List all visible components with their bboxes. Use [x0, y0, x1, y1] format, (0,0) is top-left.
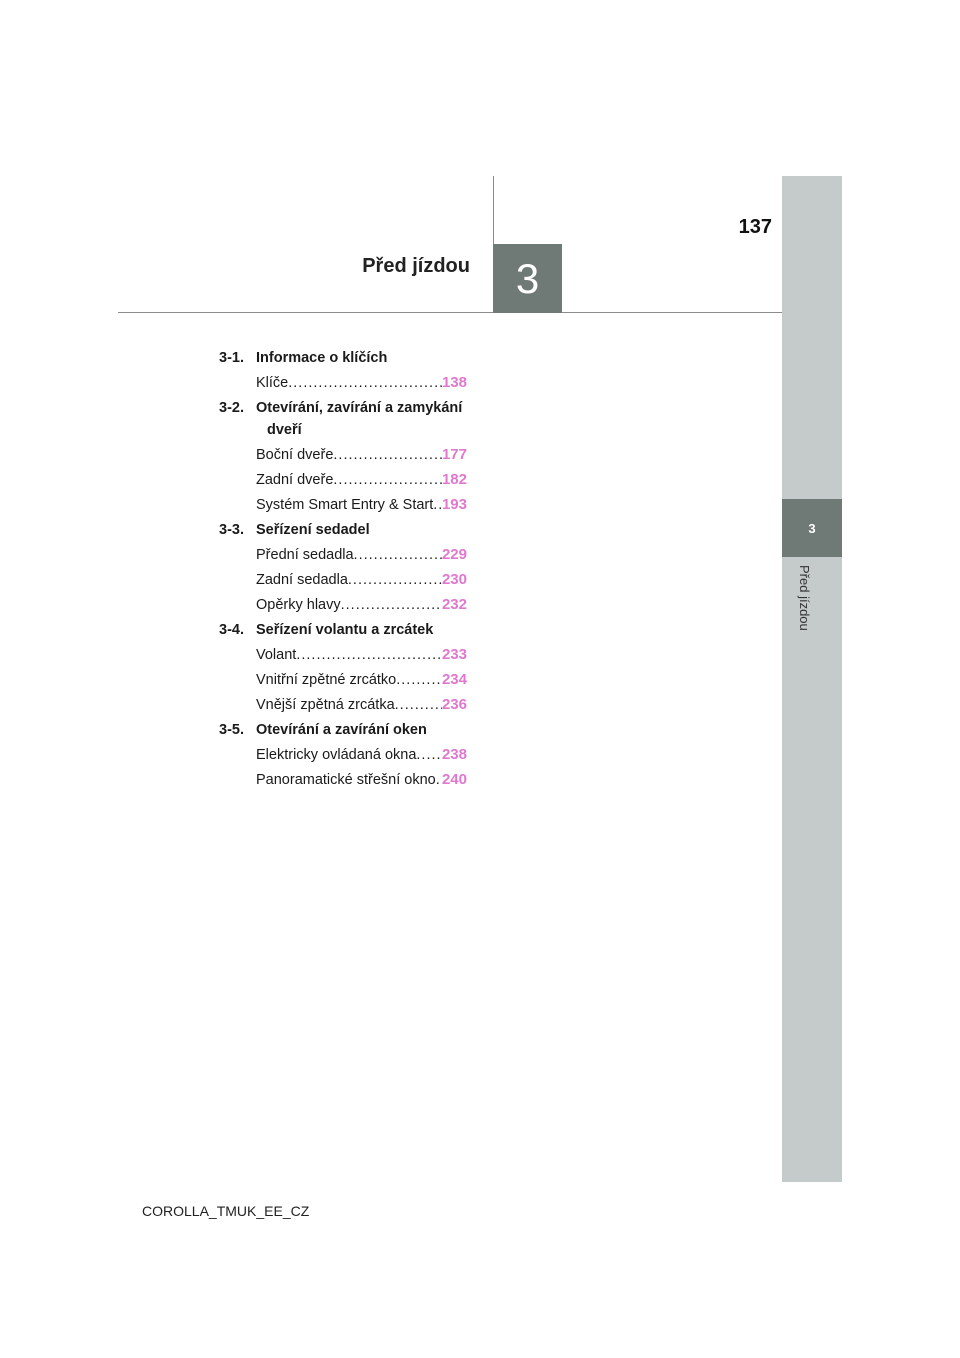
entry-title: Panoramatické střešní okno — [256, 772, 436, 788]
header-divider-vertical — [493, 176, 494, 244]
toc-entry[interactable] — [256, 669, 467, 691]
toc-entry[interactable] — [256, 694, 467, 716]
toc-entry[interactable] — [256, 644, 467, 666]
section-number: 3-4. — [219, 622, 244, 638]
entry-page-link[interactable]: 236 — [441, 696, 467, 713]
entry-title: Boční dveře — [256, 447, 334, 463]
section-number: 3-5. — [219, 722, 244, 738]
toc-section-3-3 — [219, 519, 467, 541]
chapter-tab[interactable]: 3 — [782, 499, 842, 557]
section-number: 3-2. — [219, 400, 244, 416]
section-title: Seřízení sedadel — [256, 522, 370, 538]
dot-leader — [395, 694, 442, 716]
toc-entry[interactable] — [256, 744, 467, 766]
chapter-title: Před jízdou — [362, 255, 470, 277]
entry-title: Volant — [256, 647, 297, 663]
entry-page-link[interactable]: 177 — [441, 446, 467, 463]
section-title: Otevírání, zavírání a zamykání dveří — [256, 400, 463, 438]
table-of-contents — [219, 344, 467, 791]
entry-title: Elektricky ovládaná okna — [256, 747, 417, 763]
entry-page-link[interactable]: 240 — [441, 771, 467, 788]
dot-leader — [416, 744, 442, 766]
dot-leader — [341, 594, 442, 616]
section-title: Informace o klíčích — [256, 350, 388, 366]
toc-section-3-2 — [219, 397, 467, 441]
toc-entry[interactable] — [256, 372, 467, 394]
toc-entry[interactable] — [256, 594, 467, 616]
entry-title: Klíče — [256, 375, 289, 391]
entry-title: Vnitřní zpětné zrcátko — [256, 672, 397, 688]
dot-leader — [348, 569, 442, 591]
entry-title: Přední sedadla — [256, 547, 354, 563]
section-number: 3-1. — [219, 350, 244, 366]
section-title: Seřízení volantu a zrcátek — [256, 622, 434, 638]
entry-title: Vnější zpětná zrcátka — [256, 697, 395, 713]
chapter-tab-label: Před jízdou — [797, 565, 812, 631]
entry-page-link[interactable]: 182 — [441, 471, 467, 488]
section-number: 3-3. — [219, 522, 244, 538]
toc-section-3-4 — [219, 619, 467, 641]
entry-title: Systém Smart Entry & Start — [256, 497, 434, 513]
toc-entry[interactable] — [256, 494, 467, 516]
chapter-number-box: 3 — [493, 244, 562, 313]
dot-leader — [288, 372, 442, 394]
entry-title: Zadní sedadla — [256, 572, 348, 588]
dot-leader — [333, 469, 442, 491]
entry-title: Zadní dveře — [256, 472, 334, 488]
dot-leader — [296, 644, 442, 666]
header-divider-horizontal — [118, 312, 782, 313]
entry-page-link[interactable]: 229 — [441, 546, 467, 563]
dot-leader — [396, 669, 442, 691]
entry-page-link[interactable]: 234 — [441, 671, 467, 688]
toc-entry[interactable] — [256, 444, 467, 466]
dot-leader — [354, 544, 442, 566]
entry-page-link[interactable]: 232 — [441, 596, 467, 613]
toc-section-3-1 — [219, 347, 467, 369]
toc-entry[interactable] — [256, 769, 467, 791]
entry-title: Opěrky hlavy — [256, 597, 341, 613]
dot-leader — [333, 444, 442, 466]
toc-section-3-5 — [219, 719, 467, 741]
toc-entry[interactable] — [256, 469, 467, 491]
page-number: 137 — [738, 216, 772, 238]
toc-entry[interactable] — [256, 569, 467, 591]
entry-page-link[interactable]: 193 — [441, 496, 467, 513]
entry-page-link[interactable]: 238 — [441, 746, 467, 763]
toc-entry[interactable] — [256, 544, 467, 566]
entry-page-link[interactable]: 230 — [441, 571, 467, 588]
footer-doc-id: COROLLA_TMUK_EE_CZ — [142, 1203, 310, 1219]
entry-page-link[interactable]: 233 — [441, 646, 467, 663]
section-title: Otevírání a zavírání oken — [256, 722, 427, 738]
entry-page-link[interactable]: 138 — [441, 374, 467, 391]
dot-leader — [433, 494, 442, 516]
side-strip — [782, 176, 842, 1182]
